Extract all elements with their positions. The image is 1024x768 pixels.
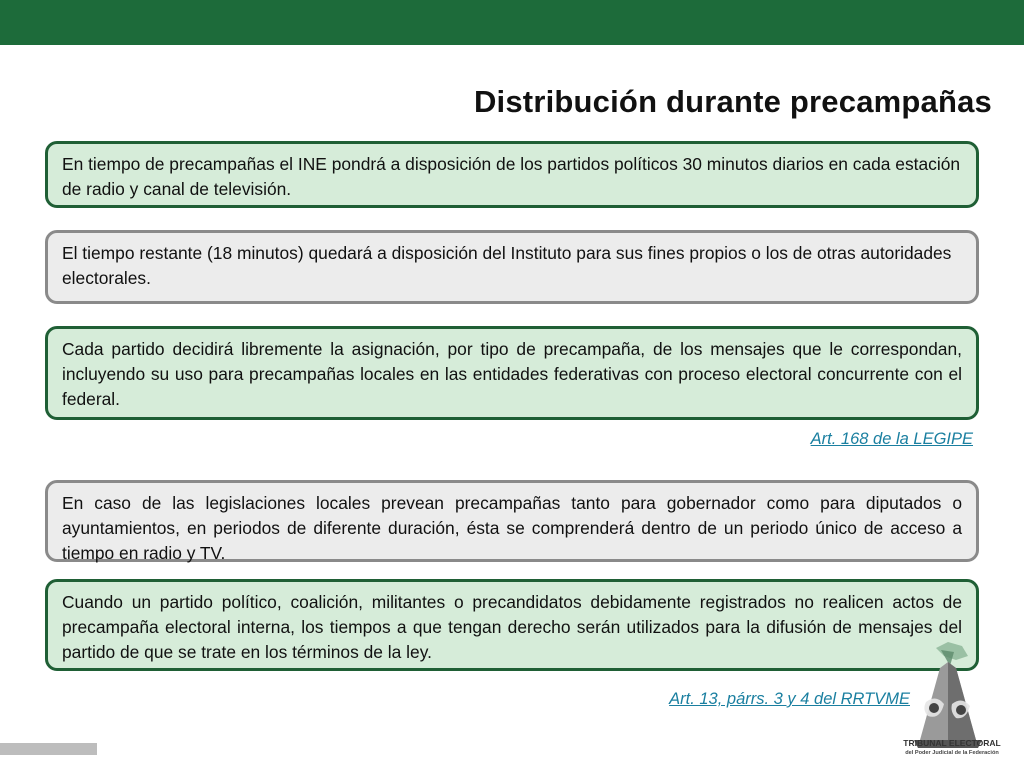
info-box-5: Cuando un partido político, coalición, militantes o precandidatos debidamente registrados no realicen actos de precampaña electoral interna, los tiempos a que tengan derecho serán utilizados para la difusión de mensajes del partido de que se trate en los términos de la ley.	[45, 579, 979, 671]
rrtvme-reference-link[interactable]: Art. 13, párrs. 3 y 4 del RRTVME	[669, 690, 910, 708]
info-box-2: El tiempo restante (18 minutos) quedará a disposición del Instituto para sus fines propios o los de otras autoridades electorales.	[45, 230, 979, 304]
footer-bar	[0, 743, 97, 755]
legipe-reference-link[interactable]: Art. 168 de la LEGIPE	[810, 430, 973, 448]
info-box-1: En tiempo de precampañas el INE pondrá a disposición de los partidos políticos 30 minutos diarios en cada estación de radio y canal de televisión.	[45, 141, 979, 208]
page-title: Distribución durante precampañas	[473, 84, 992, 119]
logo-subtitle: del Poder Judicial de la Federación	[905, 750, 999, 756]
info-box-3: Cada partido decidirá libremente la asignación, por tipo de precampaña, de los mensajes que le correspondan, incluyendo su uso para precampañas locales en las entidades federativas con proceso electoral concurrente con el federal.	[45, 326, 979, 420]
logo-name: TRIBUNAL ELECTORAL	[903, 738, 1001, 748]
top-banner	[0, 0, 1024, 45]
info-box-4: En caso de las legislaciones locales prevean precampañas tanto para gobernador como para diputados o ayuntamientos, en periodos de diferente duración, ésta se comprenderá dentro de un periodo único de acceso a tiempo en radio y TV.	[45, 480, 979, 562]
